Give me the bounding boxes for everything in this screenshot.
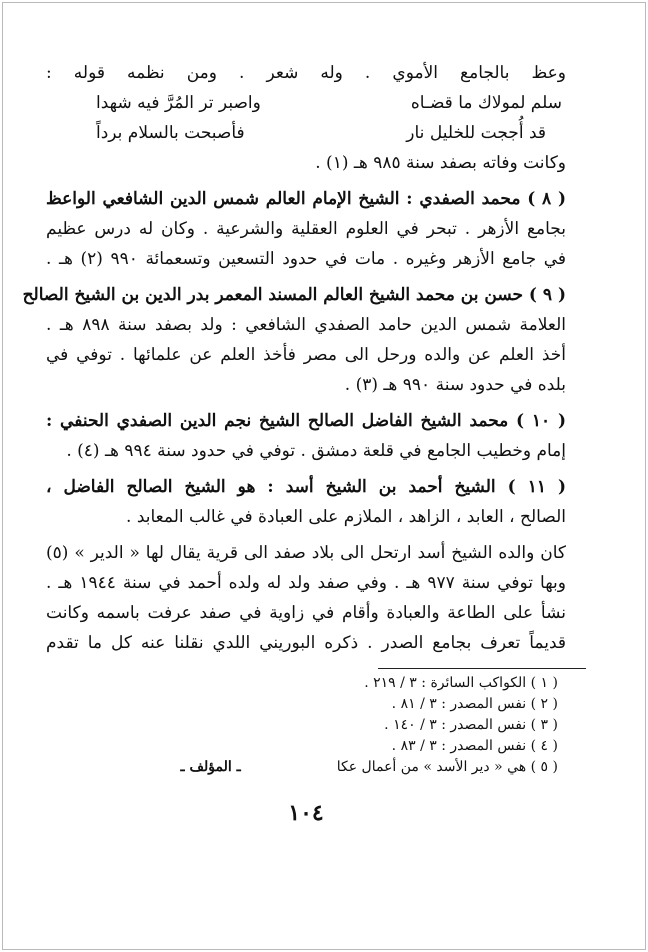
footnote-divider <box>378 668 586 669</box>
verse-hemistich: سلم لمولاك ما قضـاه <box>410 93 562 113</box>
author-signature: ـ المؤلف ـ <box>180 759 241 775</box>
text-line: كان والده الشيخ أسد ارتحل الى بلاد صفد الى قرية يقال لها « الدير » (٥) <box>46 543 566 563</box>
text-line: قديماً تعرف بجامع الصدر . ذكره البوريني اللدي نقلنا عنه كل ما تقدم <box>46 633 566 653</box>
poem-verse <box>46 118 566 148</box>
entry-heading: ( ٩ ) حسن بن محمد الشيخ العالم المسند المعمر بدر الدين بن الشيخ الصالح <box>22 285 566 305</box>
entry-heading: ( ١١ ) الشيخ أحمد بن الشيخ أسد : هو الشيخ الصالح الفاضل ، <box>46 477 567 497</box>
poem-verse <box>46 88 566 118</box>
text-line: بلده في حدود سنة ٩٩٠ هـ (٣) . <box>344 375 566 395</box>
text-line: أخذ العلم عن والده ورحل الى مصر فأخذ العلم عن علمائها . توفي في <box>46 345 566 365</box>
verse-hemistich: واصبر تر المُرَّ فيه شهدا <box>96 93 261 113</box>
text-line: نشأ على الطاعة والعبادة وأقام في زاوية في صفد عرفت باسمه وكانت <box>46 603 566 623</box>
footnote: ( ١ ) الكواكب السائرة : ٣ / ٢١٩ . <box>364 675 558 691</box>
page-number: ١٠٤ <box>288 800 324 826</box>
footnote: ( ٣ ) نفس المصدر : ٣ / ١٤٠ . <box>384 717 558 733</box>
text-line: وعظ بالجامع الأموي . وله شعر . ومن نظمه قوله : <box>46 63 566 83</box>
verse-hemistich: فأصبحت بالسلام برداً <box>96 123 245 143</box>
text-line: وبها توفي سنة ٩٧٧ هـ . وفي صفد ولد له ولده أحمد في سنة ١٩٤٤ هـ . <box>46 573 566 593</box>
entry-heading: ( ١٠ ) محمد الشيخ الفاضل الصالح الشيخ نجم الدين الصفدي الحنفي : <box>46 411 566 431</box>
text-line: الصالح ، العابد ، الزاهد ، الملازم على العبادة في غالب المعابد . <box>126 507 566 527</box>
verse-hemistich: قد أُججت للخليل نار <box>406 123 546 143</box>
text-line: العلامة شمس الدين حامد الصفدي الشافعي : ولد بصفد سنة ٨٩٨ هـ . <box>46 315 566 335</box>
footnote: ( ٤ ) نفس المصدر : ٣ / ٨٣ . <box>391 738 558 754</box>
footnote-row <box>46 757 566 778</box>
text-line: بجامع الأزهر . تبحر في العلوم العقلية والشرعية . وكان له درس عظيم <box>46 219 566 239</box>
text-line: وكانت وفاته بصفد سنة ٩٨٥ هـ (١) . <box>315 153 566 173</box>
text-line: إمام وخطيب الجامع في قلعة دمشق . توفي في حدود سنة ٩٩٤ هـ (٤) . <box>66 441 566 461</box>
footnote: ( ٢ ) نفس المصدر : ٣ / ٨١ . <box>391 696 558 712</box>
text-line: في جامع الأزهر وغيره . مات في حدود التسعين وتسعمائة ٩٩٠ (٢) هـ . <box>46 249 566 269</box>
footnote: ( ٥ ) هي « دير الأسد » من أعمال عكا <box>336 759 558 775</box>
document-page <box>22 58 567 826</box>
entry-heading: ( ٨ ) محمد الصفدي : الشيخ الإمام العالم شمس الدين الشافعي الواعظ <box>46 189 566 209</box>
